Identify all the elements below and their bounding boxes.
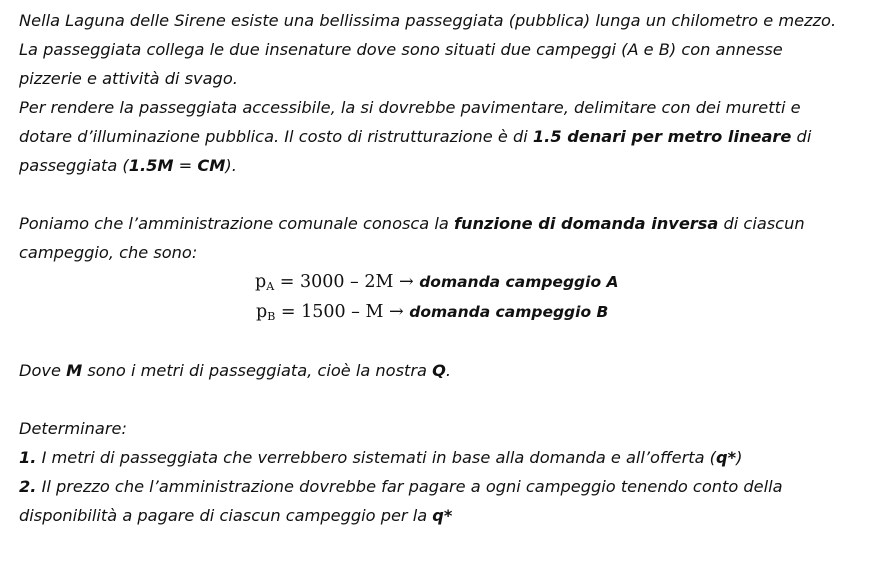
spacer — [19, 385, 879, 414]
cost-formula-lhs: 1.5M — [128, 156, 174, 175]
task-2-cont — [19, 501, 879, 530]
formula-b-sub: B — [267, 310, 276, 323]
intro-text-2: La passeggiata collega le due insenature dove sono situati due campeggi (A e B) con annesse — [19, 40, 783, 59]
intro-line-6 — [19, 151, 879, 180]
intro-line-1 — [19, 6, 879, 35]
spacer — [19, 180, 879, 209]
formula-a-p: p — [255, 272, 267, 292]
where-text-end: . — [445, 361, 451, 380]
formula-b-expr: = 1500 – M → — [275, 302, 410, 322]
demand-text-end: di ciascun — [718, 214, 805, 233]
intro-line-4 — [19, 93, 879, 122]
where-text-mid: sono i metri di passeggiata, cioè la nostra — [82, 361, 433, 380]
task-2-text: Il prezzo che l’amministrazione dovrebbe far pagare a ogni campeggio tenendo conto della — [36, 477, 783, 496]
intro-text-3: pizzerie e attività di svago. — [19, 69, 238, 88]
formula-a-desc: domanda campeggio A — [419, 273, 619, 291]
task-1 — [19, 443, 879, 472]
demand-line-2 — [19, 238, 879, 267]
task-1-text: I metri di passeggiata che verrebbero sistemati in base alla domanda e all’offerta ( — [36, 448, 716, 467]
task-2 — [19, 472, 879, 501]
tasks-heading — [19, 414, 879, 443]
cost-value: 1.5 denari per metro lineare — [532, 127, 792, 146]
demand-line-1 — [19, 209, 879, 238]
demand-keyword: funzione di domanda inversa — [453, 214, 719, 233]
spacer — [19, 327, 879, 356]
formula-b-desc: domanda campeggio B — [409, 303, 609, 321]
where-m: M — [66, 361, 83, 380]
cost-formula-eq: = — [173, 156, 198, 175]
task-1-qstar: q* — [716, 448, 737, 467]
cost-formula-post: ). — [225, 156, 237, 175]
intro-line-3 — [19, 64, 879, 93]
where-q: Q — [432, 361, 446, 380]
intro-line-5 — [19, 122, 879, 151]
cost-formula-rhs: CM — [197, 156, 226, 175]
formula-campeggio-a — [19, 267, 879, 297]
task-2-text-2: disponibilità a pagare di ciascun campeggio per la — [19, 506, 433, 525]
intro-text-1: Nella Laguna delle Sirene esiste una bellissima passeggiata (pubblica) lunga un chilometro e mezzo. — [19, 11, 837, 30]
formula-a-expr: = 3000 – 2M → — [274, 272, 420, 292]
formula-a-math — [255, 272, 419, 292]
cost-text-end: di — [791, 127, 812, 146]
cost-formula-pre: passeggiata ( — [19, 156, 129, 175]
formula-campeggio-b — [19, 297, 879, 327]
task-2-qstar: q* — [432, 506, 453, 525]
where-line — [19, 356, 879, 385]
intro-text-4: Per rendere la passeggiata accessibile, la si dovrebbe pavimentare, delimitare con dei muretti e — [19, 98, 801, 117]
task-2-number: 2. — [19, 477, 37, 496]
exercise-text — [19, 6, 879, 530]
task-1-end: ) — [736, 448, 743, 467]
task-1-number: 1. — [19, 448, 37, 467]
intro-line-2 — [19, 35, 879, 64]
where-text: Dove — [19, 361, 67, 380]
cost-text: dotare d’illuminazione pubblica. Il costo di ristrutturazione è di — [19, 127, 533, 146]
tasks-heading-text: Determinare: — [19, 419, 127, 438]
formula-b-p: p — [256, 302, 268, 322]
demand-text-2: campeggio, che sono: — [19, 243, 198, 262]
demand-text: Poniamo che l’amministrazione comunale conosca la — [19, 214, 454, 233]
formula-b-math — [256, 302, 409, 322]
formula-a-sub: A — [266, 280, 275, 293]
